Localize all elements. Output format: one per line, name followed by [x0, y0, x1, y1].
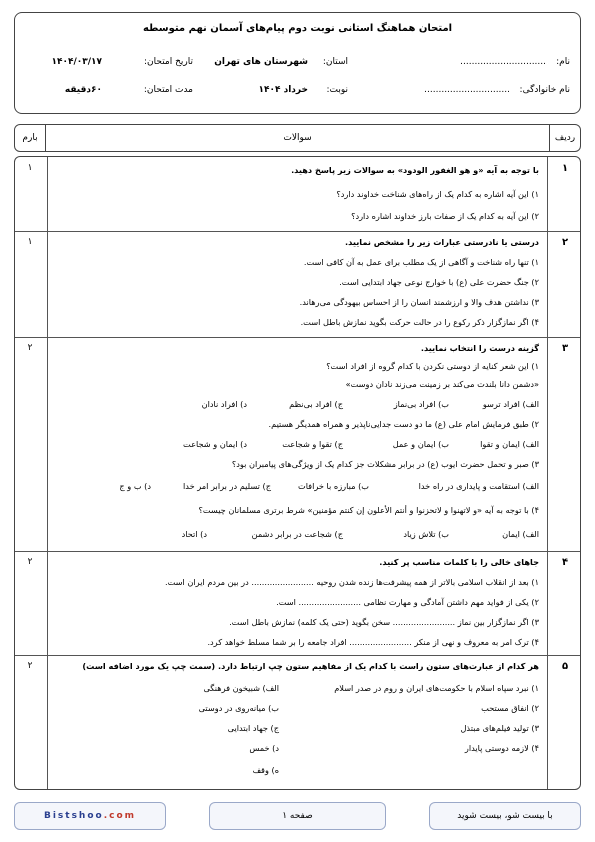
column-header: [14, 124, 581, 152]
page-number: صفحه ۱: [209, 802, 386, 830]
option: ج) تسلیم در برابر امر خدا: [183, 481, 271, 491]
sub-question: ۴) اگر نمازگزار ذکر رکوع را در حالت حرکت بگوید نمازش باطل است.: [300, 317, 539, 327]
question-text: با توجه به آیه «و هو الغفور الودود» به سوالات زیر پاسخ دهید.: [291, 165, 539, 175]
header-row-1: [25, 57, 570, 71]
match-item: ۳) تولید فیلم‌های مبتذل: [460, 723, 539, 733]
option: ب) مبارزه با خرافات: [297, 481, 369, 491]
option: الف) افراد ترسو: [482, 399, 539, 409]
question-score: ۱: [27, 237, 33, 247]
sub-question: ۴) ترک امر به معروف و نهی از منکر ........................ افراد جامعه را بر شما مسلط خواهد کرد.: [207, 637, 539, 647]
match-item: ۲) انفاق مستحب: [481, 703, 539, 713]
exam-date-label: تاریخ امتحان:: [144, 57, 193, 67]
sub-question: ۱) این شعر کنایه از دوستی نکردن با کدام گروه از افراد است؟: [326, 361, 539, 371]
question-body: [47, 157, 548, 231]
match-option: ه) وقف: [252, 765, 279, 775]
exam-header: [14, 12, 581, 114]
exam-date-value: ۱۴۰۴/۰۳/۱۷: [51, 57, 102, 67]
question-body: [47, 655, 548, 789]
sub-question: ۲) این آیه به کدام یک از صفات بارز خداوند اشاره دارد؟: [351, 211, 539, 221]
col-row: ردیف: [549, 125, 580, 151]
family-label: نام خانوادگی:: [519, 85, 570, 95]
province-value: شهرستان های تهران: [214, 57, 308, 67]
option: الف) ایمان: [502, 529, 539, 539]
question-text: هر کدام از عبارت‌های ستون راست با کدام یک از مفاهیم ستون چپ ارتباط دارد. (سمت چپ یک مورد اضافه است): [82, 661, 539, 671]
sub-question: ۱) این آیه اشاره به کدام یک از راه‌های شناخت خداوند دارد؟: [336, 189, 539, 199]
duration-value: ۶۰دقیقه: [64, 85, 102, 95]
question-body: [47, 231, 548, 337]
question-number: ۳: [561, 343, 569, 354]
match-item: ۴) لازمه دوستی پایدار: [464, 743, 539, 753]
sub-question: ۳) اگر نمازگزار بین نماز ........................ سخن بگوید (حتی یک کلمه) نمازش باطل است.: [229, 617, 539, 627]
question-text: جاهای خالی را با کلمات مناسب پر کنید.: [379, 557, 539, 567]
question-row: [15, 551, 580, 656]
option: ج) شجاعت در برابر دشمن: [251, 529, 343, 539]
option: د) افراد نادان: [201, 399, 247, 409]
question-score: ۱: [27, 163, 33, 173]
brand-link[interactable]: [14, 802, 166, 830]
poem-verse: «دشمن دانا بلندت می‌کند بر زمینت می‌زند نادان دوست»: [345, 379, 539, 389]
sub-question: ۳) صبر و تحمل حضرت ایوب (ع) در برابر مشکلات جز کدام یک از ویژگی‌های پیامبران بود؟: [231, 459, 539, 469]
col-score: بارم: [15, 125, 46, 151]
question-row: [15, 655, 580, 789]
turn-label: نوبت:: [326, 85, 348, 95]
question-text: گزینه درست را انتخاب نمایید.: [420, 343, 539, 353]
question-body: [47, 551, 548, 655]
option: ج) افراد بی‌نظم: [289, 399, 343, 409]
option: ب) افراد بی‌نماز: [393, 399, 449, 409]
sub-question: ۳) نداشتن هدف والا و ارزشمند انسان را از احساس بیهودگی می‌رهاند.: [299, 297, 539, 307]
sub-question: ۱) بعد از انقلاب اسلامی بالاتر از همه پیشرفت‌ها زنده شدن روحیه ........................ در بین مردم ایران است.: [165, 577, 539, 587]
exam-page: [14, 12, 581, 790]
question-row: [15, 337, 580, 552]
match-option: ج) جهاد ابتدایی: [227, 723, 279, 733]
question-score: ۲: [27, 343, 33, 353]
option: ب) تلاش زیاد: [403, 529, 449, 539]
question-row: [15, 231, 580, 338]
footer-slogan: با بیست شو، بیست شوید: [429, 802, 581, 830]
turn-value: خرداد ۱۴۰۴: [258, 85, 308, 95]
question-text: درستی یا نادرستی عبارات زیر را مشخص نمایید.: [345, 237, 539, 247]
match-option: ب) میانه‌روی در دوستی: [198, 703, 279, 713]
brand-name: Bistshoo: [43, 811, 104, 821]
province-label: استان:: [322, 57, 348, 67]
duration-label: مدت امتحان:: [143, 85, 193, 95]
sub-question: ۲) طبق فرمایش امام علی (ع) ما دو دست جدایی‌ناپذیر و همراه همدیگر هستیم.: [268, 419, 539, 429]
option: د) اتحاد: [181, 529, 207, 539]
questions-table: [14, 156, 581, 790]
match-option: الف) شبیخون فرهنگی: [203, 683, 279, 693]
option: د) ب و ج: [119, 481, 151, 491]
exam-title: امتحان هماهنگ استانی نوبت دوم پیام‌های آسمان نهم متوسطه: [142, 23, 453, 34]
sub-question: ۱) تنها راه شناخت و آگاهی از یک مطلب برای عمل به آن کافی است.: [303, 257, 539, 267]
option: الف) استقامت و پایداری در راه خدا: [418, 481, 539, 491]
question-number: ۲: [561, 237, 569, 248]
question-number: ۴: [561, 557, 569, 568]
option: الف) ایمان و تقوا: [480, 439, 539, 449]
match-option: د) خمس: [249, 743, 279, 753]
option: ج) تقوا و شجاعت: [282, 439, 343, 449]
family-dots: ..............................: [424, 85, 510, 95]
sub-question: ۲) یکی از فواید مهم داشتن آمادگی و مهارت نظامی ........................ است.: [276, 597, 539, 607]
question-score: ۲: [27, 557, 33, 567]
page-footer: [14, 802, 581, 832]
sub-question: ۴) با توجه به آیه «و لاتهنوا و لاتحزنوا و أنتم الأعلون إن کنتم مؤمنین» شرط برتری مسلمانان چیست؟: [198, 505, 539, 515]
option: د) ایمان و شجاعت: [183, 439, 247, 449]
brand-domain: .com: [103, 811, 137, 821]
col-questions: سوالات: [283, 133, 312, 143]
question-number: ۱: [561, 163, 569, 174]
question-number: ۵: [561, 661, 569, 672]
name-label: نام:: [556, 57, 570, 67]
question-score: ۲: [27, 661, 33, 671]
header-row-2: [25, 85, 570, 99]
match-item: ۱) نبرد سپاه اسلام با حکومت‌های ایران و روم در صدر اسلام: [334, 683, 539, 693]
sub-question: ۲) جنگ حضرت علی (ع) با خوارج نوعی جهاد ابتدایی است.: [339, 277, 539, 287]
option: ب) ایمان و عمل: [392, 439, 449, 449]
question-row: [15, 157, 580, 232]
name-dots: ..............................: [460, 57, 546, 67]
question-body: [47, 337, 548, 551]
